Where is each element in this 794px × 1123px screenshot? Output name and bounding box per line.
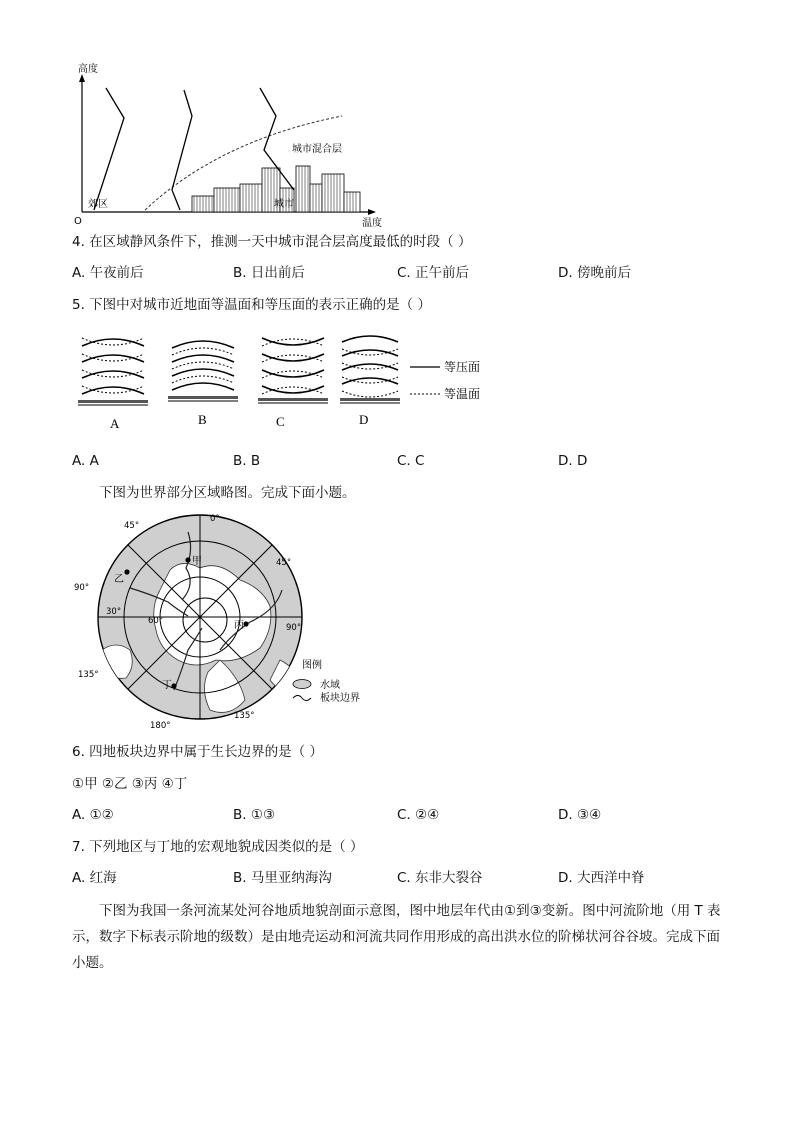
- lon-90-right-label: 90°: [286, 623, 302, 633]
- q7-option-c[interactable]: C. 东非大裂谷: [397, 870, 483, 886]
- question-4-stem: 4. 在区域静风条件下，推测一天中城市混合层高度最低的时段（ ）: [72, 234, 472, 250]
- origin-label: O: [74, 216, 82, 227]
- q5-option-b[interactable]: B. B: [233, 453, 261, 469]
- place-bing: 丙: [234, 620, 244, 631]
- q4-option-c[interactable]: C. 正午前后: [397, 265, 470, 281]
- q7-option-d[interactable]: D. 大西洋中脊: [558, 870, 645, 886]
- question-7-stem: 7. 下列地区与丁地的宏观地貌成因类似的是（ ）: [72, 839, 364, 855]
- q7-option-a[interactable]: A. 红海: [72, 870, 117, 886]
- place-ding: 丁: [162, 680, 172, 691]
- y-axis-label: 高度: [78, 64, 98, 75]
- q5-option-a[interactable]: A. A: [72, 453, 99, 469]
- urban-mixing-layer-figure: [70, 60, 390, 230]
- isobar-isotherm-figure: [72, 328, 502, 438]
- question-6-choices: ①甲 ②乙 ③丙 ④丁: [72, 776, 188, 792]
- lon-0-label: 0°: [210, 514, 220, 524]
- panel-c: [258, 338, 328, 403]
- panel-c-label: C: [276, 414, 285, 429]
- polar-plate-map: [70, 510, 390, 735]
- panel-b-label: B: [198, 412, 207, 427]
- mixing-layer-label: 城市混合层: [292, 144, 342, 155]
- place-jia: 甲: [192, 556, 202, 567]
- river-intro-paragraph: 下图为我国一条河流某处河谷地质地貌剖面示意图，图中地层年代由①到③变新。图中河流阶地（用 T 表示，数字下标表示阶地的级数）是由地壳运动和河流共同作用形成的高出洪水位的阶梯状河谷谷坡。完成下面小题。: [72, 903, 721, 971]
- question-5-stem: 5. 下图中对城市近地面等温面和等压面的表示正确的是（ ）: [72, 297, 431, 313]
- place-yi: 乙: [114, 574, 124, 585]
- legend-temp-label: 等温面: [444, 387, 481, 401]
- lon-180-label: 180°: [150, 721, 171, 731]
- lon-90-left-label: 90°: [74, 583, 90, 593]
- q4-option-d[interactable]: D. 傍晚前后: [558, 265, 631, 281]
- q5-option-c[interactable]: C. C: [397, 453, 425, 469]
- q6-option-a[interactable]: A. ①②: [72, 807, 114, 823]
- lon-135-left-label: 135°: [78, 670, 99, 680]
- lat-30-label: 30°: [106, 607, 122, 617]
- q5-option-d[interactable]: D. D: [558, 453, 588, 469]
- lon-45-right-label: 45°: [276, 558, 292, 568]
- lon-45-top-label: 45°: [124, 521, 140, 531]
- q6-option-b[interactable]: B. ①③: [233, 807, 276, 823]
- map-legend-title: 图例: [302, 660, 322, 671]
- q7-option-b[interactable]: B. 马里亚纳海沟: [233, 870, 332, 886]
- map-legend-boundary: 板块边界: [320, 693, 360, 704]
- lat-60-label: 60°: [148, 616, 164, 626]
- map-legend-water: 水域: [320, 680, 340, 691]
- panel-a: [78, 338, 148, 405]
- suburb-label: 郊区: [88, 199, 108, 210]
- legend-pressure-label: 等压面: [444, 360, 481, 374]
- x-axis-label: 温度: [362, 218, 382, 229]
- panel-b: [168, 341, 238, 401]
- question-6-stem: 6. 四地板块边界中属于生长边界的是（ ）: [72, 744, 323, 760]
- city-label: 城市: [274, 199, 294, 210]
- q6-option-d[interactable]: D. ③④: [558, 807, 602, 823]
- q4-option-a[interactable]: A. 午夜前后: [72, 265, 144, 281]
- panel-d: [340, 336, 400, 403]
- panel-a-label: A: [110, 416, 120, 431]
- panel-d-label: D: [359, 412, 369, 427]
- q4-option-b[interactable]: B. 日出前后: [233, 265, 305, 281]
- q6-option-c[interactable]: C. ②④: [397, 807, 440, 823]
- lon-135-bottom-label: 135°: [234, 711, 255, 721]
- map-intro: 下图为世界部分区域略图。完成下面小题。: [99, 485, 356, 501]
